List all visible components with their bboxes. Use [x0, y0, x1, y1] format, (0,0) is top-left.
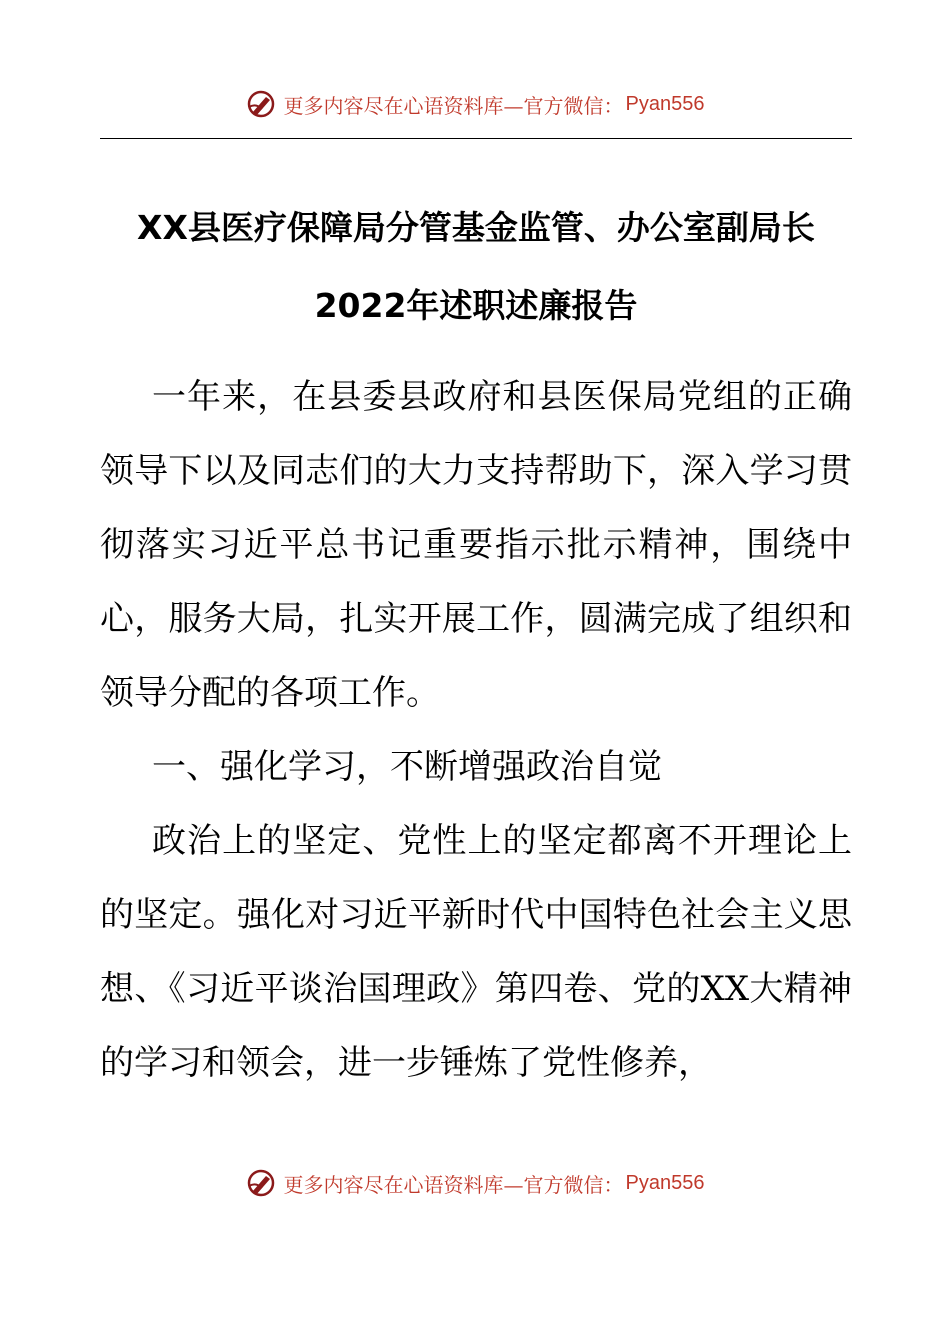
document-title-line-1: XX县医疗保障局分管基金监管、办公室副局长 [137, 208, 815, 247]
document-body [100, 360, 852, 1100]
body-paragraph: 政治上的坚定、党性上的坚定都离不开理论上的坚定。强化对习近平新时代中国特色社会主义思想、《习近平谈治国理政》第四卷、党的XX大精神的学习和领会，进一步锤炼了党性修养， [100, 821, 852, 1083]
header-divider [100, 138, 852, 139]
footer-wechat-id: Pyan556 [625, 1171, 705, 1194]
pen-logo-icon [246, 89, 276, 119]
section-heading: 一、强化学习，不断增强政治自觉 [152, 747, 662, 787]
header-watermark [0, 84, 950, 124]
header-watermark-text: 更多内容尽在心语资料库—官方微信： [283, 93, 624, 118]
body-paragraph: 一年来，在县委县政府和县医保局党组的正确领导下以及同志们的大力支持帮助下，深入学习贯彻落实习近平总书记重要指示批示精神，围绕中心，服务大局，扎实开展工作，圆满完成了组织和领导分配的各项工作。 [100, 377, 852, 713]
document-title-line-2: 2022年述职述廉报告 [314, 286, 638, 325]
pen-logo-icon [246, 1168, 276, 1198]
header-wechat-id: Pyan556 [625, 92, 705, 115]
footer-watermark-text: 更多内容尽在心语资料库—官方微信： [283, 1172, 624, 1197]
footer-watermark [0, 1163, 950, 1203]
